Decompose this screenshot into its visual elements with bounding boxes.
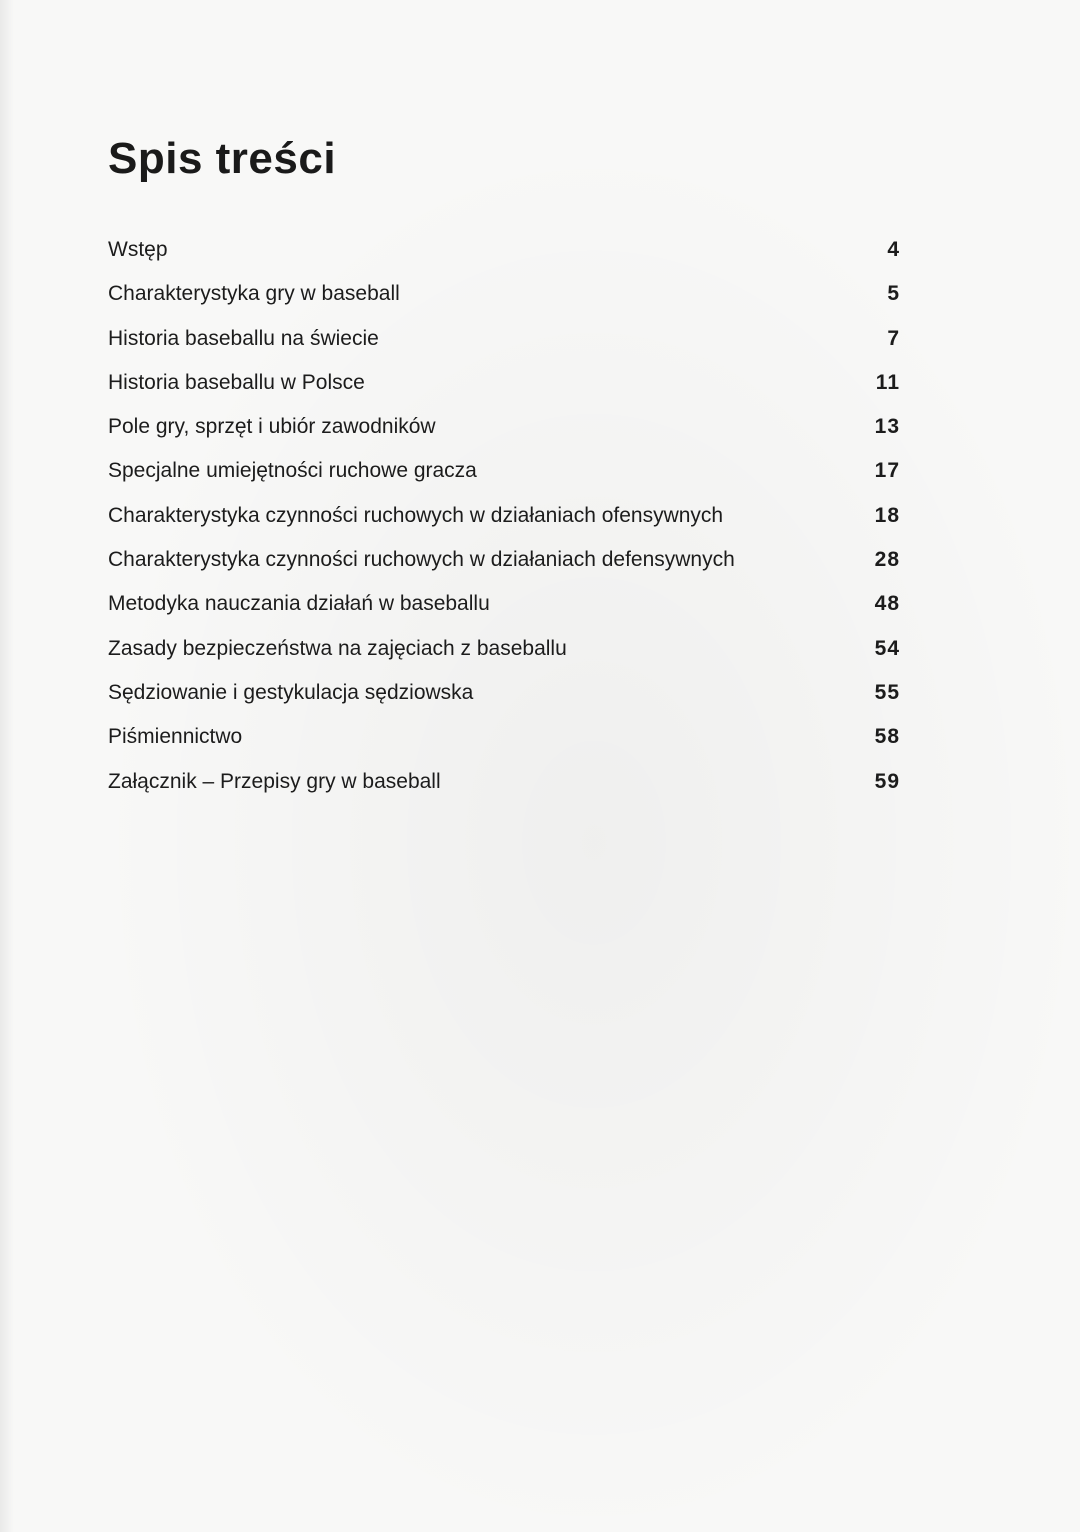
toc-entry-label: Metodyka nauczania działań w baseballu xyxy=(108,592,490,616)
toc-entry-page: 54 xyxy=(874,636,900,660)
toc-entry[interactable] xyxy=(108,238,900,282)
toc-entry-label: Piśmiennictwo xyxy=(108,725,243,749)
toc-entry-page: 11 xyxy=(875,370,900,394)
toc-entry-page: 4 xyxy=(887,238,900,261)
toc-entry-page: 55 xyxy=(874,680,900,704)
toc-entry-label: Historia baseballu w Polsce xyxy=(108,370,365,394)
toc-entry-label: Załącznik – Przepisy gry w baseball xyxy=(108,769,441,793)
toc-entry-page: 17 xyxy=(874,459,900,483)
toc-entry-label: Sędziowanie i gestykulacja sędziowska xyxy=(108,680,474,704)
toc-entry-page: 48 xyxy=(874,592,900,616)
toc-entry[interactable] xyxy=(108,282,900,326)
toc-entry-page: 58 xyxy=(874,725,900,749)
toc-entry-label: Pole gry, sprzęt i ubiór zawodników xyxy=(108,415,436,439)
toc-entry[interactable] xyxy=(108,770,900,814)
toc-entry[interactable] xyxy=(108,681,900,725)
table-of-contents xyxy=(108,238,900,814)
toc-entry-page: 13 xyxy=(874,415,900,439)
page-title: Spis treści xyxy=(108,134,337,183)
toc-entry[interactable] xyxy=(108,459,900,503)
toc-entry[interactable] xyxy=(108,592,900,636)
toc-entry-label: Wstęp xyxy=(108,238,168,261)
toc-entry[interactable] xyxy=(108,327,900,371)
toc-entry-label: Charakterystyka czynności ruchowych w działaniach defensywnych xyxy=(108,548,735,572)
toc-entry-label: Charakterystyka gry w baseball xyxy=(108,282,400,306)
toc-entry-label: Charakterystyka czynności ruchowych w działaniach ofensywnych xyxy=(108,503,724,527)
toc-entry-page: 5 xyxy=(887,282,900,306)
toc-entry-label: Specjalne umiejętności ruchowe gracza xyxy=(108,459,477,483)
toc-entry-page: 7 xyxy=(887,326,900,350)
toc-entry[interactable] xyxy=(108,415,900,459)
toc-entry[interactable] xyxy=(108,504,900,548)
toc-entry-page: 59 xyxy=(874,769,900,793)
toc-entry[interactable] xyxy=(108,371,900,415)
toc-entry-page: 28 xyxy=(874,548,900,572)
toc-entry[interactable] xyxy=(108,725,900,769)
toc-entry-page: 18 xyxy=(874,503,900,527)
toc-entry[interactable] xyxy=(108,548,900,592)
toc-entry[interactable] xyxy=(108,637,900,681)
toc-entry-label: Historia baseballu na świecie xyxy=(108,326,379,350)
page-edge-shadow xyxy=(0,0,14,1532)
toc-entry-label: Zasady bezpieczeństwa na zajęciach z baseballu xyxy=(108,636,567,660)
